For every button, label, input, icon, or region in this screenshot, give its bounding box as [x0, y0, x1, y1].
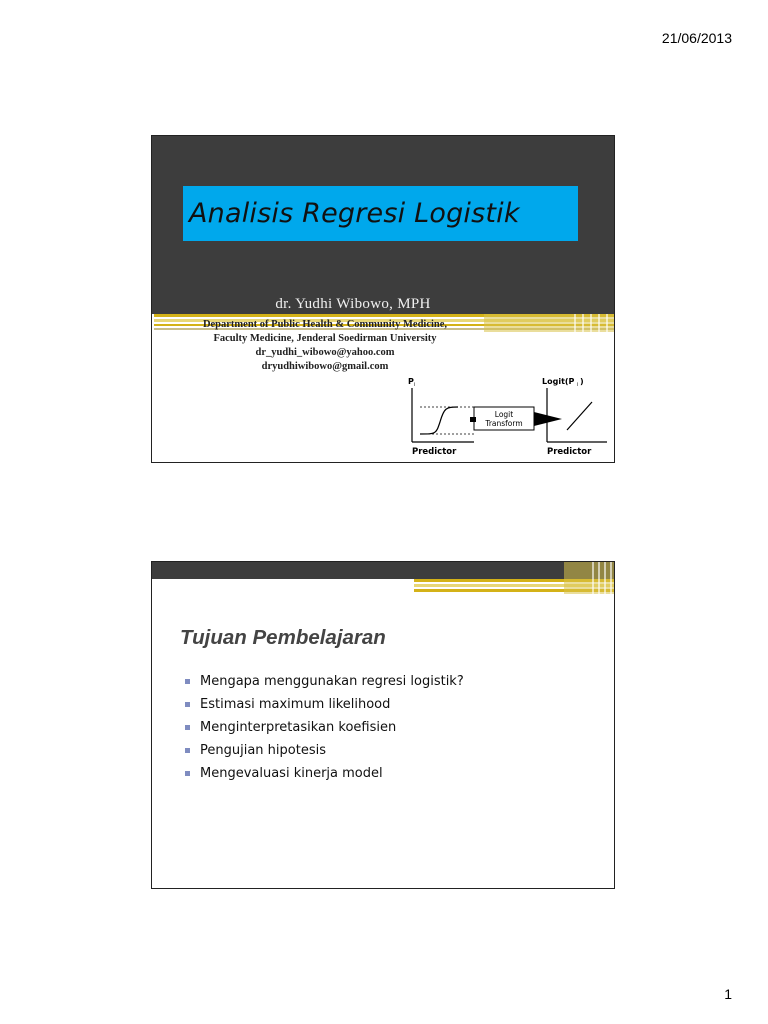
list-item-text: Mengevaluasi kinerja model [200, 766, 383, 781]
list-item [185, 716, 464, 739]
list-item [185, 739, 464, 762]
right-x-label: Predictor [547, 447, 592, 457]
decorative-stripes [414, 562, 614, 594]
right-axis-label: Logit(P [542, 377, 575, 386]
left-axis-sub: i [414, 382, 416, 388]
sigmoid-curve [420, 407, 458, 434]
list-item [185, 762, 464, 785]
left-x-label: Predictor [412, 447, 457, 457]
affiliation [160, 318, 490, 374]
objectives-list [185, 670, 464, 785]
affiliation-line: Department of Public Health & Community Medicine, [202, 319, 448, 330]
arrow-head [534, 412, 562, 426]
slide-objectives [151, 561, 615, 889]
page-number: 1 [724, 986, 732, 1002]
slide-title-text: Analisis Regresi Logistik [189, 198, 520, 229]
list-item [185, 693, 464, 716]
arrow-tail [470, 417, 476, 422]
list-item-text: Menginterpretasikan koefisien [200, 720, 397, 735]
box-line-1: Logit [494, 410, 514, 419]
title-box [183, 186, 578, 241]
slide-title [151, 135, 615, 463]
list-item [185, 670, 464, 693]
bullet-icon [185, 702, 190, 707]
list-item-text: Estimasi maximum likelihood [200, 697, 391, 712]
box-line-2: Transform [485, 419, 523, 428]
bullet-icon [185, 679, 190, 684]
linear-line [567, 402, 592, 430]
email-line: dryudhiwibowo@gmail.com [261, 361, 389, 372]
list-item-text: Pengujian hipotesis [200, 743, 326, 758]
slide-heading: Tujuan Pembelajaran [180, 626, 386, 649]
bullet-icon [185, 725, 190, 730]
author-name: dr. Yudhi Wibowo, MPH [275, 296, 431, 312]
list-item-text: Mengapa menggunakan regresi logistik? [200, 674, 464, 689]
right-axis-close: ) [580, 377, 584, 386]
bullet-icon [185, 771, 190, 776]
page-date: 21/06/2013 [661, 30, 732, 46]
right-axis-sub: i [577, 382, 579, 388]
left-axis-label: P [408, 377, 414, 386]
bullet-icon [185, 748, 190, 753]
logit-transform-diagram [402, 374, 612, 458]
email-line: dr_yudhi_wibowo@yahoo.com [255, 347, 395, 358]
affiliation-line: Faculty Medicine, Jenderal Soedirman University [213, 333, 437, 344]
